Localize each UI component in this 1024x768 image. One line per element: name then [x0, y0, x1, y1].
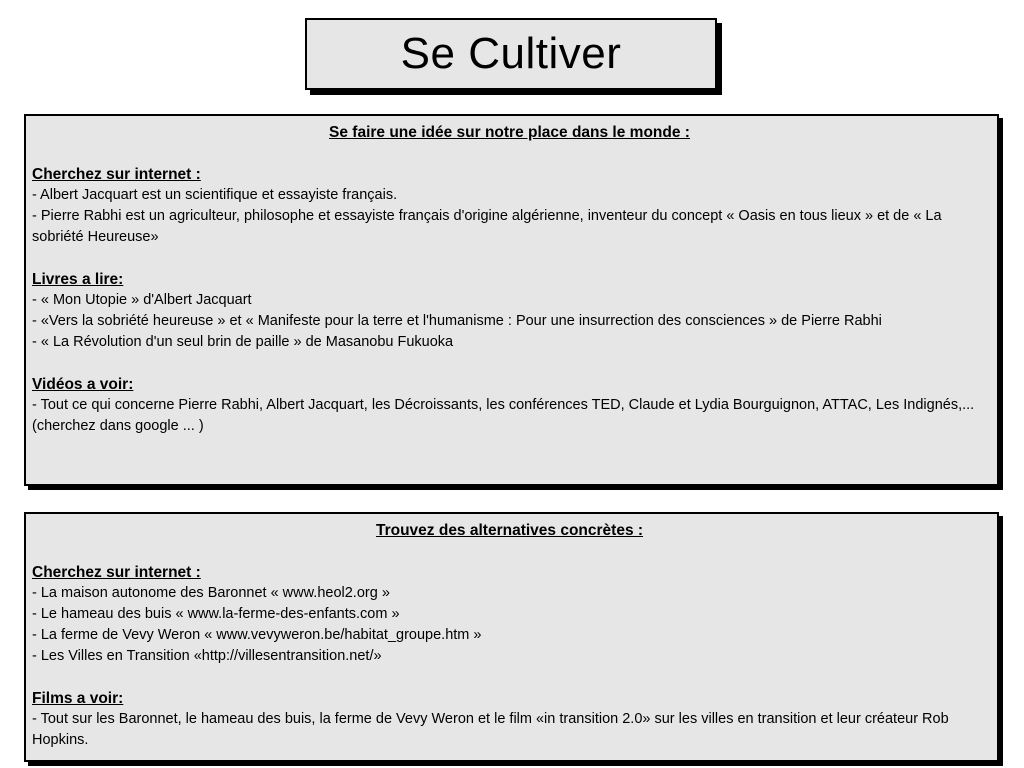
panel-place-in-world: [24, 114, 999, 486]
section-heading-books: Livres a lire:: [32, 271, 124, 288]
list-item: - Le hameau des buis « www.la-ferme-des-enfants.com »: [32, 606, 400, 622]
panel-title: Se faire une idée sur notre place dans le monde :: [329, 124, 690, 141]
section-heading-videos: Vidéos a voir:: [32, 376, 134, 393]
list-item: - La ferme de Vevy Weron « www.vevyweron.be/habitat_groupe.htm »: [32, 627, 482, 643]
list-item: - La maison autonome des Baronnet « www.heol2.org »: [32, 585, 390, 601]
list-item: - Tout sur les Baronnet, le hameau des buis, la ferme de Vevy Weron et le film «in transition 2.0» sur les villes en transition et leur créateur Rob Hopkins.: [32, 711, 949, 748]
films-list: [32, 709, 987, 751]
list-item: - « Mon Utopie » d'Albert Jacquart: [32, 292, 252, 308]
list-item: - Tout ce qui concerne Pierre Rabhi, Albert Jacquart, les Décroissants, les conférences TED, Claude et Lydia Bourguignon, ATTAC, Les Indignés,...(cherchez dans google ... ): [32, 397, 975, 434]
alternatives-list: [32, 583, 987, 667]
section-heading-internet: Cherchez sur internet :: [32, 564, 201, 581]
page-title: Se Cultiver: [400, 29, 622, 78]
books-list: [32, 290, 987, 353]
list-item: - «Vers la sobriété heureuse » et « Manifeste pour la terre et l'humanisme : Pour une insurrection des consciences » de Pierre Rabhi: [32, 313, 882, 329]
list-item: - Les Villes en Transition «http://villesentransition.net/»: [32, 648, 382, 664]
internet-list: [32, 185, 987, 248]
videos-list: [32, 395, 987, 437]
list-item: - Albert Jacquart est un scientifique et essayiste français.: [32, 187, 398, 203]
section-heading-internet: Cherchez sur internet :: [32, 166, 201, 183]
section-heading-films: Films a voir:: [32, 690, 124, 707]
panel-title: Trouvez des alternatives concrètes :: [375, 522, 644, 539]
list-item: - « La Révolution d'un seul brin de paille » de Masanobu Fukuoka: [32, 334, 454, 350]
list-item: - Pierre Rabhi est un agriculteur, philosophe et essayiste français d'origine algérienne, inventeur du concept « Oasis en tous lieux » et de « La sobriété Heureuse»: [32, 208, 942, 245]
panel-alternatives: [24, 512, 999, 762]
title-box: [305, 18, 717, 90]
